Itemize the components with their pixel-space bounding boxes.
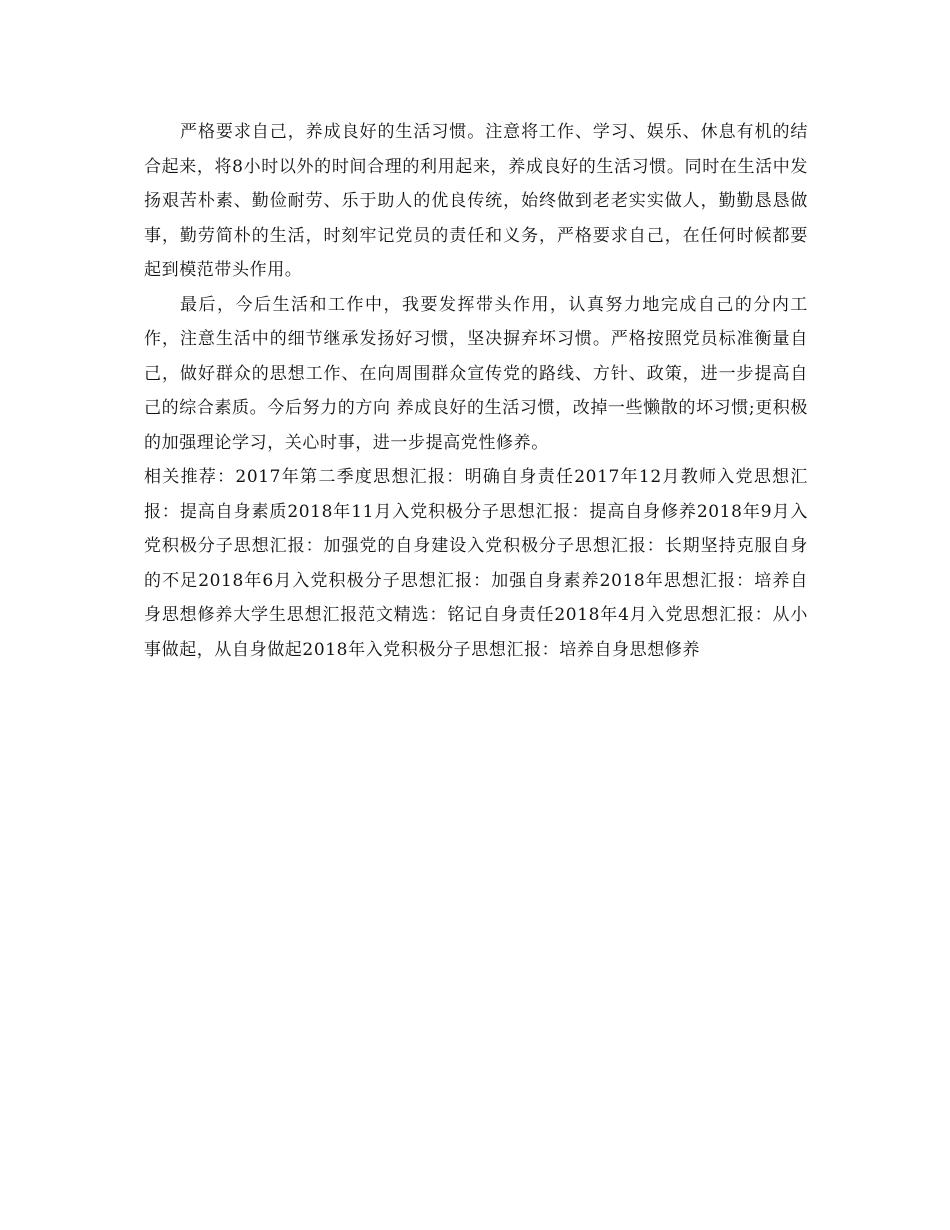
paragraph-conclusion: 最后，今后生活和工作中，我要发挥带头作用，认真努力地完成自己的分内工作，注意生活中的细节继承发扬好习惯，坚决摒弃坏习惯。严格按照党员标准衡量自己，做好群众的思想工作、在向周围群众宣传党的路线、方针、政策，进一步提高自己的综合素质。今后努力的方向 养成良好的生活习惯，改掉一些懒散的坏习惯;更积极的加强理论学习，关心时事，进一步提高党性修养。 — [144, 294, 808, 453]
document-body — [144, 115, 808, 667]
paragraph-self-discipline: 严格要求自己，养成良好的生活习惯。注意将工作、学习、娱乐、休息有机的结合起来，将8小时以外的时间合理的利用起来，养成良好的生活习惯。同时在生活中发扬艰苦朴素、勤俭耐劳、乐于助人的优良传统，始终做到老老实实做人，勤勤恳恳做事，勤劳简朴的生活，时刻牢记党员的责任和义务，严格要求自己，在任何时候都要起到模范带头作用。 — [144, 122, 808, 280]
related-recommendations: 相关推荐：2017年第二季度思想汇报：明确自身责任2017年12月教师入党思想汇报：提高自身素质2018年11月入党积极分子思想汇报：提高自身修养2018年9月入党积极分子思想汇报：加强党的自身建设入党积极分子思想汇报：长期坚持克服自身的不足2018年6月入党积极分子思想汇报：加强自身素养2018年思想汇报：培养自身思想修养大学生思想汇报范文精选：铭记自身责任2018年4月入党思想汇报：从小事做起，从自身做起2018年入党积极分子思想汇报：培养自身思想修养 — [144, 467, 808, 660]
